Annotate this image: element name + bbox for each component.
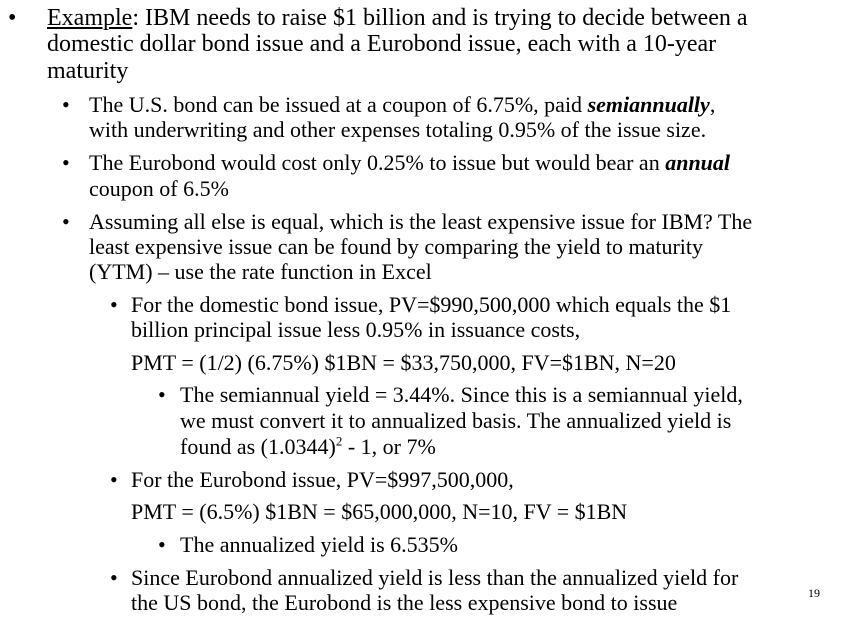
- bullet-icon: •: [158, 382, 166, 407]
- bullet-icon: •: [158, 532, 166, 557]
- euro-issue-line: For the Eurobond issue, PV=$997,500,000,: [131, 467, 514, 492]
- eurobond-line: coupon of 6.5%: [89, 176, 229, 201]
- eurobond-line: [89, 150, 730, 176]
- text: found as (1.0344): [180, 434, 336, 459]
- us-bond-line: with underwriting and other expenses totaling 0.95% of the issue size.: [89, 117, 707, 142]
- text: The Eurobond would cost only 0.25% to issue but would bear an: [89, 150, 666, 175]
- text: - 1, or 7%: [342, 434, 436, 459]
- domestic-line: billion principal issue less 0.95% in issuance costs,: [131, 317, 581, 342]
- domestic-yield-line: we must convert it to annualized basis. The annualized yield is: [180, 408, 732, 433]
- domestic-line: For the domestic bond issue, PV=$990,500,000 which equals the $1: [131, 292, 732, 317]
- domestic-yield-line: [180, 434, 436, 460]
- question-line: Assuming all else is equal, which is the least expensive issue for IBM? The: [89, 209, 753, 234]
- domestic-yield-line: The semiannual yield = 3.44%. Since this is a semiannual yield,: [180, 382, 743, 407]
- bullet-icon: •: [8, 5, 17, 31]
- superscript: 2: [335, 433, 343, 449]
- intro-line: domestic dollar bond issue and a Eurobond issue, each with a 10-year: [47, 31, 717, 57]
- emphasis: annual: [665, 150, 731, 175]
- intro-line: [47, 5, 748, 31]
- question-line: least expensive issue can be found by comparing the yield to maturity: [89, 234, 704, 259]
- us-bond-line: [89, 92, 715, 118]
- bullet-icon: •: [62, 150, 70, 175]
- bullet-icon: •: [110, 467, 118, 492]
- bullet-icon: •: [62, 209, 70, 234]
- text: The U.S. bond can be issued at a coupon of 6.75%, paid: [89, 92, 588, 117]
- domestic-line: PMT = (1/2) (6.75%) $1BN = $33,750,000, FV=$1BN, N=20: [131, 350, 676, 375]
- emphasis: semiannually: [587, 92, 710, 117]
- euro-issue-line: PMT = (6.5%) $1BN = $65,000,000, N=10, FV = $1BN: [131, 499, 628, 524]
- example-label: Example: [47, 5, 133, 31]
- text: ,: [709, 92, 716, 117]
- bullet-icon: •: [62, 92, 70, 117]
- bullet-icon: •: [110, 565, 118, 590]
- euro-yield-line: The annualized yield is 6.535%: [180, 532, 458, 557]
- question-line: (YTM) – use the rate function in Excel: [89, 259, 432, 284]
- conclusion-line: Since Eurobond annualized yield is less than the annualized yield for: [131, 565, 739, 590]
- intro-line: maturity: [47, 58, 129, 84]
- page-number: 19: [808, 586, 820, 600]
- bullet-icon: •: [110, 292, 118, 317]
- intro-text: : IBM needs to raise $1 billion and is trying to decide between a: [132, 5, 748, 31]
- conclusion-line: the US bond, the Eurobond is the less expensive bond to issue: [131, 590, 678, 615]
